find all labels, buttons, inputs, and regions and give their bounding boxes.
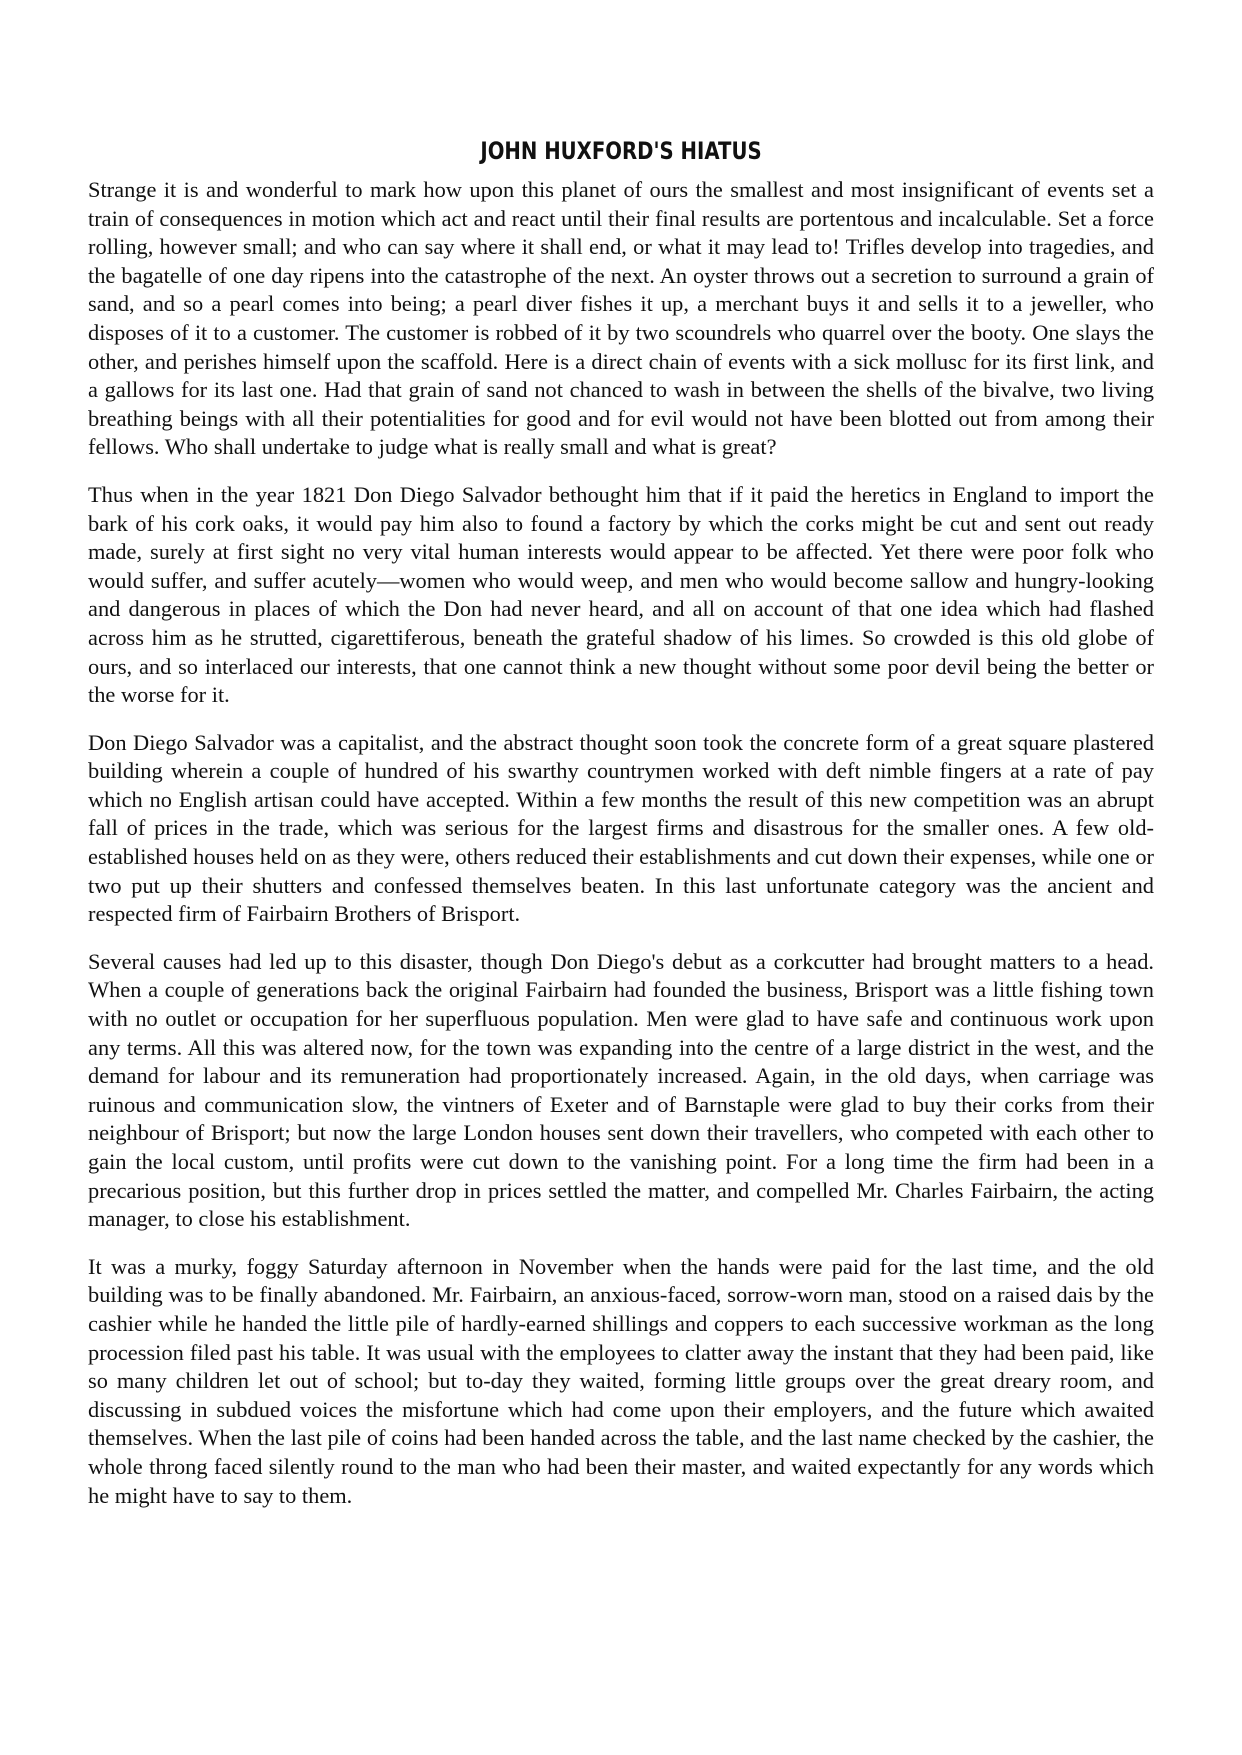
paragraph-1: Strange it is and wonderful to mark how upon this planet of ours the smallest and most insignificant of events set a train of consequences in motion which act and react until their final results are portentous and incalculable. Set a force rolling, however small; and who can say where it shall end, or what it may lead to! Trifles develop into tragedies, and the bagatelle of one day ripens into the catastrophe of the next. An oyster throws out a secretion to surround a grain of sand, and so a pearl comes into being; a pearl diver fishes it up, a merchant buys it and sells it to a jeweller, who disposes of it to a customer. The customer is robbed of it by two scoundrels who quarrel over the booty. One slays the other, and perishes himself upon the scaffold. Here is a direct chain of events with a sick mollusc for its first link, and a gallows for its last one. Had that grain of sand not chanced to wash in between the shells of the bivalve, two living breathing beings with all their potentialities for good and for evil would not have been blotted out from among their fellows. Who shall undertake to judge what is really small and what is great? (88, 177, 1154, 460)
paragraph-3: Don Diego Salvador was a capitalist, and the abstract thought soon took the concrete form of a great square plastered building wherein a couple of hundred of his swarthy countrymen worked with deft nimble fingers at a rate of pay which no English artisan could have accepted. Within a few months the result of this new competition was an abrupt fall of prices in the trade, which was serious for the largest firms and disastrous for the smaller ones. A few old-established houses held on as they were, others reduced their establishments and cut down their expenses, while one or two put up their shutters and confessed themselves beaten. In this last unfortunate category was the ancient and respected firm of Fairbairn Brothers of Brisport. (88, 729, 1154, 927)
paragraph-5: It was a murky, foggy Saturday afternoon in November when the hands were paid for the last time, and the old building was to be finally abandoned. Mr. Fairbairn, an anxious-faced, sorrow-worn man, stood on a raised dais by the cashier while he handed the little pile of hardly-earned shillings and coppers to each successive workman as the long procession filed past his table. It was usual with the employees to clatter away the instant that they had been paid, like so many children let out of school; but to-day they waited, forming little groups over the great dreary room, and discussing in subdued voices the misfortune which had come upon their employers, and the future which awaited themselves. When the last pile of coins had been handed across the table, and the last name checked by the cashier, the whole throng faced silently round to the man who had been their master, and waited expectantly for any words which he might have to say to them. (88, 1253, 1154, 1508)
paragraph-4: Several causes had led up to this disaster, though Don Diego's debut as a corkcutter had brought matters to a head. When a couple of generations back the original Fairbairn had founded the business, Brisport was a little fishing town with no outlet or occupation for her superfluous population. Men were glad to have safe and continuous work upon any terms. All this was altered now, for the town was expanding into the centre of a large district in the west, and the demand for labour and its remuneration had proportionately increased. Again, in the old days, when carriage was ruinous and communication slow, the vintners of Exeter and of Barnstaple were glad to buy their corks from their neighbour of Brisport; but now the large London houses sent down their travellers, who competed with each other to gain the local custom, until profits were cut down to the vanishing point. For a long time the firm had been in a precarious position, but this further drop in prices settled the matter, and compelled Mr. Charles Fairbairn, the acting manager, to close his establishment. (88, 948, 1154, 1232)
paragraph-2: Thus when in the year 1821 Don Diego Salvador bethought him that if it paid the heretics in England to import the bark of his cork oaks, it would pay him also to found a factory by which the corks might be cut and sent out ready made, surely at first sight no very vital human interests would appear to be affected. Yet there were poor folk who would suffer, and suffer acutely—women who would weep, and men who would become sallow and hungry-looking and dangerous in places of which the Don had never heard, and all on account of that one idea which had flashed across him as he strutted, cigarettiferous, beneath the grateful shadow of his limes. So crowded is this old globe of ours, and so interlaced our interests, that one cannot think a new thought without some poor devil being the better or the worse for it. (88, 481, 1154, 708)
document-page (88, 134, 1154, 1529)
chapter-title: JOHN HUXFORD'S HIATUS (480, 137, 762, 165)
